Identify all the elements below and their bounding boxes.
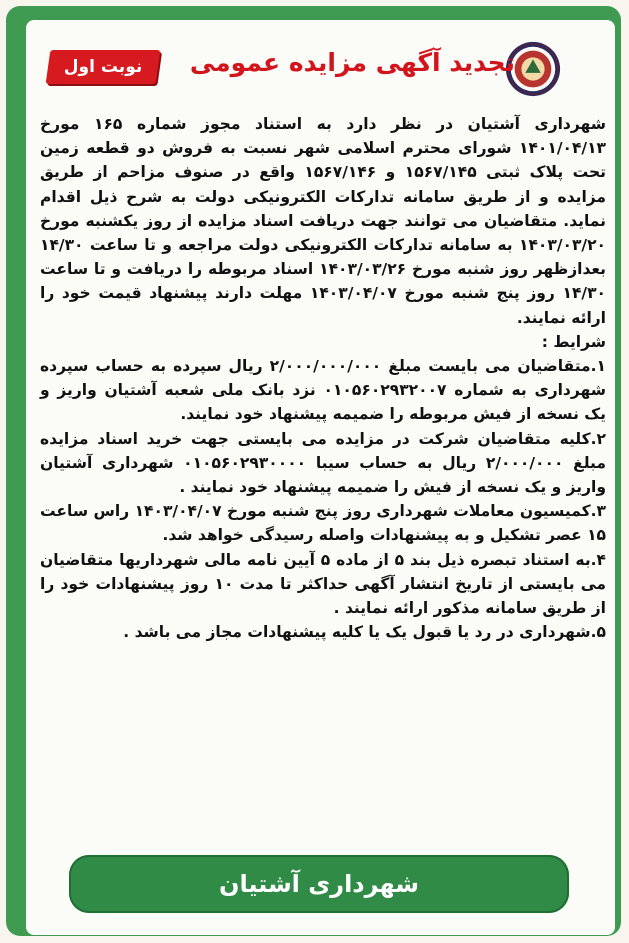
condition-item: ۲.کلیه متقاضیان شرکت در مزایده می بایستی جهت خرید اسناد مزایده مبلغ ۲/۰۰۰/۰۰۰ ریال به حساب سیبا ۰۱۰۵۶۰۲۹۳۰۰۰۰ شهرداری آشتیان واریز و یک نسخه از فیش را ضمیمه پیشنهاد خود نمایند .: [40, 429, 606, 497]
publication-badge: [46, 50, 161, 84]
ad-header: [26, 38, 615, 108]
condition-item: ۱.متقاضیان می بایست مبلغ ۲/۰۰۰/۰۰۰/۰۰۰ ریال سپرده به حساب سپرده شهرداری به شماره ۰۱۰۵۶۰۲۹۳۲۰۰۷ نزد بانک ملی شعبه آشتیان واریز و یک نسخه از فیش مربوطه را ضمیمه پیشنهاد خود نمایند.: [40, 357, 607, 424]
footer-banner: [69, 855, 569, 913]
ad-title: تجدید آگهی مزایده عمومی: [189, 48, 515, 77]
intro-paragraph: شهرداری آشتیان در نظر دارد به استناد مجوز شماره ۱۶۵ مورخ ۱۴۰۱/۰۴/۱۳ شورای محترم اسلامی شهر نسبت به فروش دو قطعه زمین تحت پلاک ثبتی ۱۵۶۷/۱۴۵ و ۱۵۶۷/۱۴۶ واقع در صنوف مزاحم از طریق مزایده و از طریق سامانه تدارکات الکترونیکی دولت به شرح ذیل اقدام نماید. متقاضیان می توانند جهت دریافت اسناد مزایده از روز یکشنبه مورخ ۱۴۰۳/۰۳/۲۰ به سامانه تدارکات الکترونیکی دولت مراجعه و تا ساعت ۱۴/۳۰ بعدازظهر روز شنبه مورخ ۱۴۰۳/۰۳/۲۶ اسناد مربوطه را دریافت و تا ساعت ۱۴/۳۰ روز پنج شنبه مورخ ۱۴۰۳/۰۴/۰۷ مهلت دارند پیشنهاد قیمت خود را ارائه نمایند.: [40, 115, 606, 327]
ad-frame: [6, 6, 621, 936]
ad-body: [40, 112, 606, 644]
condition-item: ۴.به استناد تبصره ذیل بند ۵ از ماده ۵ آیین نامه مالی شهرداریها متقاضیان می بایستی از تاریخ انتشار آگهی حداکثر تا مدت ۱۰ روز پیشنهادات خود را از طریق سامانه مذکور ارائه نمایند .: [40, 550, 607, 618]
publication-badge-label: نوبت اول: [63, 57, 143, 77]
condition-item: ۵.شهرداری در رد یا قبول یک یا کلیه پیشنهادات مجاز می باشد .: [123, 623, 606, 642]
footer-label: شهرداری آشتیان: [218, 870, 419, 898]
condition-item: ۳.کمیسیون معاملات شهرداری روز پنج شنبه مورخ ۱۴۰۳/۰۴/۰۷ راس ساعت ۱۵ عصر تشکیل و به پیشنهادات واصله رسیدگی خواهد شد.: [40, 502, 606, 545]
conditions-heading: شرایط :: [541, 332, 606, 351]
ad-paper: [26, 20, 615, 935]
